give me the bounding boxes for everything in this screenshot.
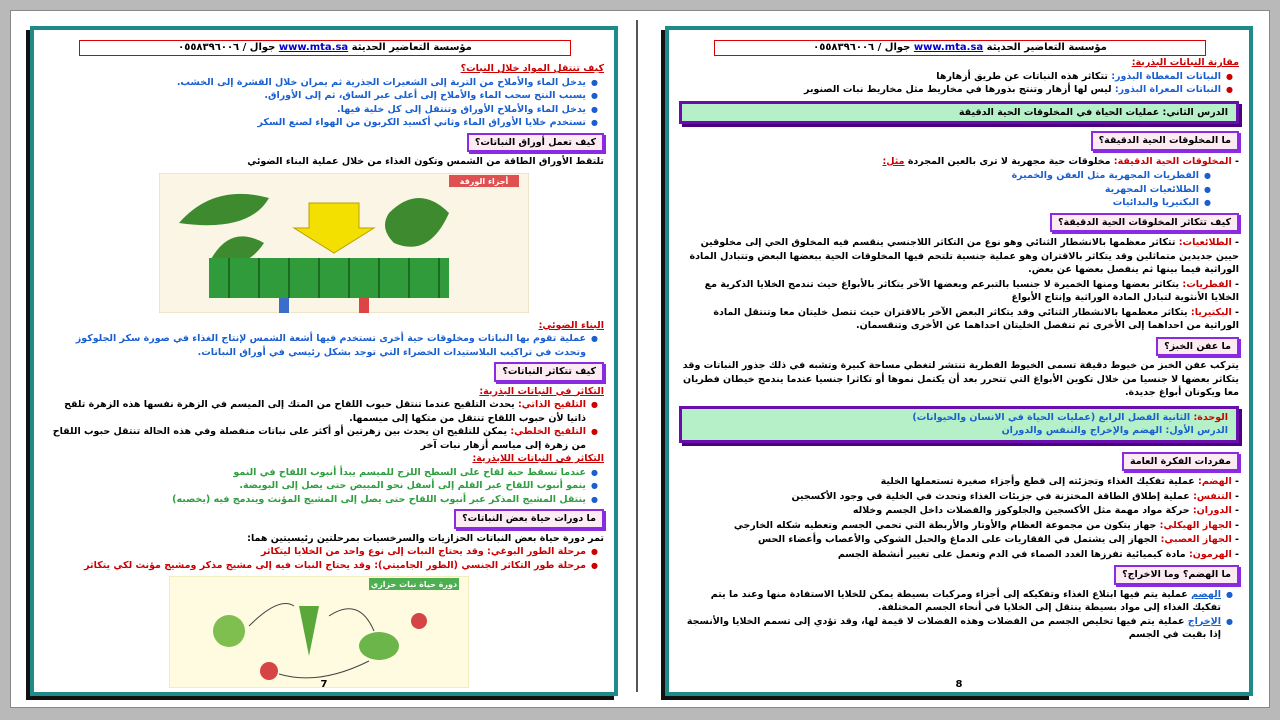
term-definition: يتكاثر معظمها بالانشطار الثنائي وقد يتكاثر البعض الآخر بالاقتران حيث تتصل خليتان معا وتنتقل المادة الوراثية من احداهما إلى الأخرى ثم تنفصل الخليتان احداهما عن الأخرى وتنقسمان. <box>713 306 1239 331</box>
list-item <box>679 615 1221 642</box>
page-header <box>79 40 571 56</box>
list-item: ● عندما تسقط حبة لقاح على السطح اللزج للميسم يبدأ أنبوب اللقاح في النمو <box>44 466 586 480</box>
lesson-title: الدرس الأول: الهضم والإخراج والتنفس والدوران <box>1001 425 1228 436</box>
figure-label: أجزاء الورقة <box>459 176 509 186</box>
unit-banner <box>679 406 1239 443</box>
section-heading: مقارنة النباتات البذرية: <box>1131 57 1239 68</box>
paragraph: - المخلوقات الحية الدقيقة: مخلوقات حية مجهرية لا ترى بالعين المجردة مثل: <box>882 155 1239 167</box>
paragraph: - الطلائعيات: تتكاثر معظمها بالانشطار الثنائي وهو نوع من التكاثر اللاجنسي ينقسم فيه المخلوق الحي إلى مخلوقين حيين جديدين متماثلين وقد يتكاثر بالاقتران وهو عملية جنسية تلتحم فيها المخلوقات الحية ببعضها البعض وتتبادل المادة الوراثية فيما بينها ثم ينفصل بعضها عن بعض. <box>689 237 1239 275</box>
question-heading: كيف تنتقل المواد خلال النبات؟ <box>460 63 604 74</box>
term-label: النباتات المغطاة البذور: <box>1111 70 1221 82</box>
list-item: ● مرحلة الطور البوغي: وقد يحتاج النبات إلى نوع واحد من الخلايا ليتكاثر <box>44 545 586 559</box>
term-label: الجهاز الهيكلي: <box>1159 519 1232 531</box>
book-spine <box>636 20 638 692</box>
header-phone: جوال / ٠٥٥٨٣٩٦٠٠٦ <box>178 42 276 53</box>
list-item: ● مرحلة طور التكاثر الجنسي (الطور الجاميتي): وقد يحتاج النبات فيه إلى مشيج مذكر ومشيج مؤنث لكي يتكاثر <box>44 559 586 573</box>
term-label: الفطريات: <box>1182 278 1232 290</box>
header-phone: جوال / ٠٥٥٨٣٩٦٠٠٦ <box>813 42 911 53</box>
list-item <box>679 70 1221 84</box>
term-label: الجهاز العصبي: <box>1160 534 1232 545</box>
bullet-list <box>44 76 604 130</box>
question-box: كيف تعمل أوراق النباتات؟ <box>467 133 604 153</box>
page-content <box>679 56 1239 672</box>
term-definition: جهاز يتكون من مجموعة العظام والأوتار والأربطة التي تحمي الجسم وتعطيه شكله الخارجي <box>733 519 1157 531</box>
page-right <box>665 26 1253 696</box>
vocab-row: - الهرمون: مادة كيميائية تفرزها الغدد الصماء في الدم وتعمل على تغيير أنشطة الجسم <box>837 548 1239 560</box>
bullet-list <box>44 398 604 452</box>
example-label: مثل: <box>882 155 905 167</box>
page-left <box>30 26 618 696</box>
question-box: مفردات الفكرة العامة <box>1122 452 1239 472</box>
page-content <box>44 62 604 672</box>
term-definition: عملية تفكيك الغذاء وتجزئته إلى قطع وأجزاء صغيرة تستعملها الخلية <box>880 476 1195 487</box>
bullet-list <box>44 545 604 572</box>
header-org: مؤسسة التعاضير الحديثة <box>351 42 472 53</box>
term-label: الإخراج <box>1187 615 1221 627</box>
term-label: البكتيريا: <box>1190 306 1232 318</box>
term-label: الهضم <box>1191 588 1221 600</box>
list-item: ● يدخل الماء والأملاح الأوراق وتنتقل إلى كل خلية فيها. <box>44 103 586 117</box>
term-definition: يتكاثر بعضها ومنها الخميرة لا جنسيا بالتبرعم وبعضها الآخر يتكاثر بالأبواغ حيث تندمج الخلايا الذكرية مع الخلايا الأنثوية لتبادل المادة الوراثية وإنتاج الأبواغ <box>704 278 1239 303</box>
term-label: الهرمون: <box>1188 548 1232 560</box>
bullet-list <box>44 466 604 507</box>
term-definition: مخلوقات حية مجهرية لا ترى بالعين المجردة <box>907 155 1111 167</box>
vocab-row: - الجهاز الهيكلي: جهاز يتكون من مجموعة العظام والأوتار والأربطة التي تحمي الجسم وتعطيه شكله الخارجي <box>733 519 1239 531</box>
question-box: كيف تتكاثر المخلوقات الحية الدقيقة؟ <box>1050 213 1239 233</box>
term-label: التلقيح الخلطي: <box>510 426 586 437</box>
question-box: ما الهضم؟ وما الاخراج؟ <box>1114 565 1239 585</box>
term-definition: مادة كيميائية تفرزها الغدد الصماء في الدم وتعمل على تغيير أنشطة الجسم <box>837 548 1186 560</box>
term-label: النباتات المعراة البذور: <box>1114 84 1221 95</box>
question-box: كيف تتكاثر النباتات؟ <box>494 362 604 382</box>
term-definition: عملية إطلاق الطاقة المختزنة في جزيئات الغذاء وتحدث في الخلية في وجود الأكسجين <box>791 490 1190 502</box>
paragraph: - الفطريات: يتكاثر بعضها ومنها الخميرة لا جنسيا بالتبرعم وبعضها الآخر يتكاثر بالأبواغ حيث تندمج الخلايا الذكرية مع الخلايا الأنثوية لتبادل المادة الوراثية وإنتاج الأبواغ <box>704 278 1239 303</box>
question-box: ما المخلوقات الحية الدقيقة؟ <box>1091 131 1239 151</box>
paragraph: تلتقط الأوراق الطاقة من الشمس وتكون الغذاء من خلال عملية البناء الضوئي <box>247 156 604 167</box>
term-definition: يمكن للتلقيح ان يحدث بين زهرتين أو أكثر على نباتات منفصلة وفي هذه الحالة تنتقل حبوب اللقاح من زهرة إلى مياسم أزهار نبات آخر <box>52 426 586 451</box>
term-label: الوحدة: <box>1193 411 1228 423</box>
leaf-diagram <box>159 173 529 313</box>
page-number: 7 <box>320 679 328 690</box>
header-org: مؤسسة التعاضير الحديثة <box>986 42 1107 53</box>
list-item: ● تستخدم خلايا الأوراق الماء وثاني أكسيد الكربون من الهواء لصنع السكر <box>44 116 586 130</box>
question-box: ما دورات حياة بعض النباتات؟ <box>454 509 604 529</box>
moss-lifecycle-diagram <box>169 576 469 688</box>
list-item: ● يسبب النتح سحب الماء والأملاح إلى أعلى عبر الساق، ثم إلى الأوراق. <box>44 89 586 103</box>
term-label: الدوران: <box>1192 505 1232 516</box>
bullet-list <box>679 70 1239 97</box>
term-label: الهضم: <box>1198 476 1232 487</box>
list-item <box>679 588 1221 615</box>
paragraph: - البكتيريا: يتكاثر معظمها بالانشطار الثنائي وقد يتكاثر البعض الآخر بالاقتران حيث تتصل خليتان معا وتنتقل المادة الوراثية من احداهما إلى الأخرى ثم تنفصل الخليتان احداهما عن الأخرى وتنقسمان. <box>713 306 1239 331</box>
question-box: ما عفن الخبز؟ <box>1156 337 1239 357</box>
term-definition: تتكاثر معظمها بالانشطار الثنائي وهو نوع من التكاثر اللاجنسي ينقسم فيه المخلوق الحي إلى مخلوقين حيين جديدين متماثلين وقد يتكاثر بالاقتران وهو عملية جنسية تلتحم فيها المخلوقات الحية ببعضها البعض وتتبادل المادة الوراثية فيما بينها ثم ينفصل بعضها عن بعض. <box>689 237 1239 275</box>
list-item <box>44 398 586 425</box>
list-item: ● يدخل الماء والأملاح من التربة إلى الشعيرات الجذرية ثم يمران خلال القشرة إلى الخشب. <box>44 76 586 90</box>
term-label: الطلائعيات: <box>1178 237 1232 248</box>
vocab-row: - الجهاز العصبي: الجهاز إلى يشتمل في الفقاريات على الدماغ والحبل الشوكي والأعصاب وأعضاء الحس <box>758 534 1239 545</box>
leaf-figure <box>44 173 604 313</box>
header-link[interactable]: www.mta.sa <box>913 42 984 53</box>
term-definition: ليس لها أزهار وتنتج بذورها في مخاريط مثل مخاريط نبات الصنوبر <box>804 84 1112 95</box>
term-label: التنفس: <box>1193 490 1232 502</box>
header-link[interactable]: www.mta.sa <box>278 42 349 53</box>
list-item <box>44 425 586 452</box>
list-item: ● عملية تقوم بها النباتات ومخلوقات حية أخرى تستخدم فيها أشعة الشمس لإنتاج الغذاء في صورة سكر الجلوكوز وتحدث في تراكيب البلاستيدات الخضراء التي توجد بشكل رئيسي في أوراق النباتات. <box>44 332 586 359</box>
unit-title: الثانية الفصل الرابع (عمليات الحياة في الانسان والحيوانات) <box>912 411 1191 423</box>
bullet-list <box>44 332 604 359</box>
term-definition: تتكاثر هذه النباتات عن طريق أزهارها <box>936 70 1108 82</box>
term-label: التلقيح الذاتي: <box>518 399 586 410</box>
section-heading: البناء الضوئي: <box>538 319 604 331</box>
term-definition: يحدث التلقيح عندما تنتقل حبوب اللقاح من المتك إلى الميسم في الزهرة نفسها هذه الزهرة تلقح ذاتيا لأن حبوب اللقاح تنتقل من متكها إلى ميسمها. <box>64 399 586 424</box>
bullet-list <box>679 169 1239 210</box>
vocab-row: - الدوران: حركة مواد مهمة مثل الأكسجين والجلوكوز والفضلات داخل الجسم وخلاله <box>852 505 1239 516</box>
paragraph: تمر دورة حياة بعض النباتات الحزازيات والسرخسيات بمرحلتين رئيسيتين هما: <box>247 532 604 544</box>
term-definition: الجهاز إلى يشتمل في الفقاريات على الدماغ والحبل الشوكي والأعصاب وأعضاء الحس <box>758 534 1158 545</box>
vocab-row: - التنفس: عملية إطلاق الطاقة المختزنة في جزيئات الغذاء وتحدث في الخلية في وجود الأكسجين <box>791 490 1239 502</box>
term-definition: عملية يتم فيها ابتلاع الغذاء وتفكيكه إلى أجزاء ومركبات بسيطة يمكن للخلايا الاستفادة منها وعند ما يتم تفكيك الغذاء إلى مواد بسيطة ينتقل إلى الخلايا في أنحاء الجسم المختلفة. <box>710 588 1221 613</box>
section-heading: التكاثر في النباتات البذرية: <box>479 385 604 397</box>
figure-label: دورة حياة نبات حزازي <box>370 580 458 589</box>
list-item: ● الطلائعيات المجهرية <box>679 183 1199 197</box>
list-item: ● الفطريات المجهرية مثل العفن والخميرة <box>679 169 1199 183</box>
bullet-list <box>679 588 1239 642</box>
paragraph: يتركب عفن الخبز من خيوط دقيقة تسمى الخيوط الفطرية تنتشر لتغطي مساحة كبيرة وتشبه في ذلك جذور النباتات وقد يتكاثر بعضها لا جنسيا من خلال تكوين الأبواغ التي تتحرر بعد أن يكتمل نموها أو تكاثرا جنسيا عندما يندمج خيطان فطريان معا ويكونان أبواغ جديدة. <box>682 360 1239 398</box>
page-number: 8 <box>955 679 963 690</box>
lifecycle-figure <box>44 576 604 688</box>
lesson-banner: الدرس الثاني: عمليات الحياة في المخلوقات الحية الدقيقة <box>679 101 1239 125</box>
list-item: ● ينمو أنبوب اللقاح عبر القلم إلى أسفل نحو المبيض حتى يصل إلى البويضة. <box>44 479 586 493</box>
vocab-row: - الهضم: عملية تفكيك الغذاء وتجزئته إلى قطع وأجزاء صغيرة تستعملها الخلية <box>880 476 1239 487</box>
list-item: ● البكتيريا والبدائيات <box>679 196 1199 210</box>
term-label: المخلوقات الحية الدقيقة: <box>1113 155 1232 167</box>
list-item: ● ينتقل المشيج المذكر عبر أنبوب اللقاح حتى يصل إلى المشيج المؤنث ويندمج فيه (يخصبه) <box>44 493 586 507</box>
page-header <box>714 40 1206 56</box>
term-definition: عملية يتم فيها تخليص الجسم من الفضلات وهذه الفضلات لا قيمة لها، وقد تؤدي إلى تسمم الخلايا والأنسجة إذا بقيت في الجسم <box>686 615 1221 640</box>
list-item <box>679 83 1221 97</box>
section-heading: التكاثر في النباتات اللابذرية: <box>472 453 604 464</box>
term-definition: حركة مواد مهمة مثل الأكسجين والجلوكوز والفضلات داخل الجسم وخلاله <box>852 505 1190 516</box>
